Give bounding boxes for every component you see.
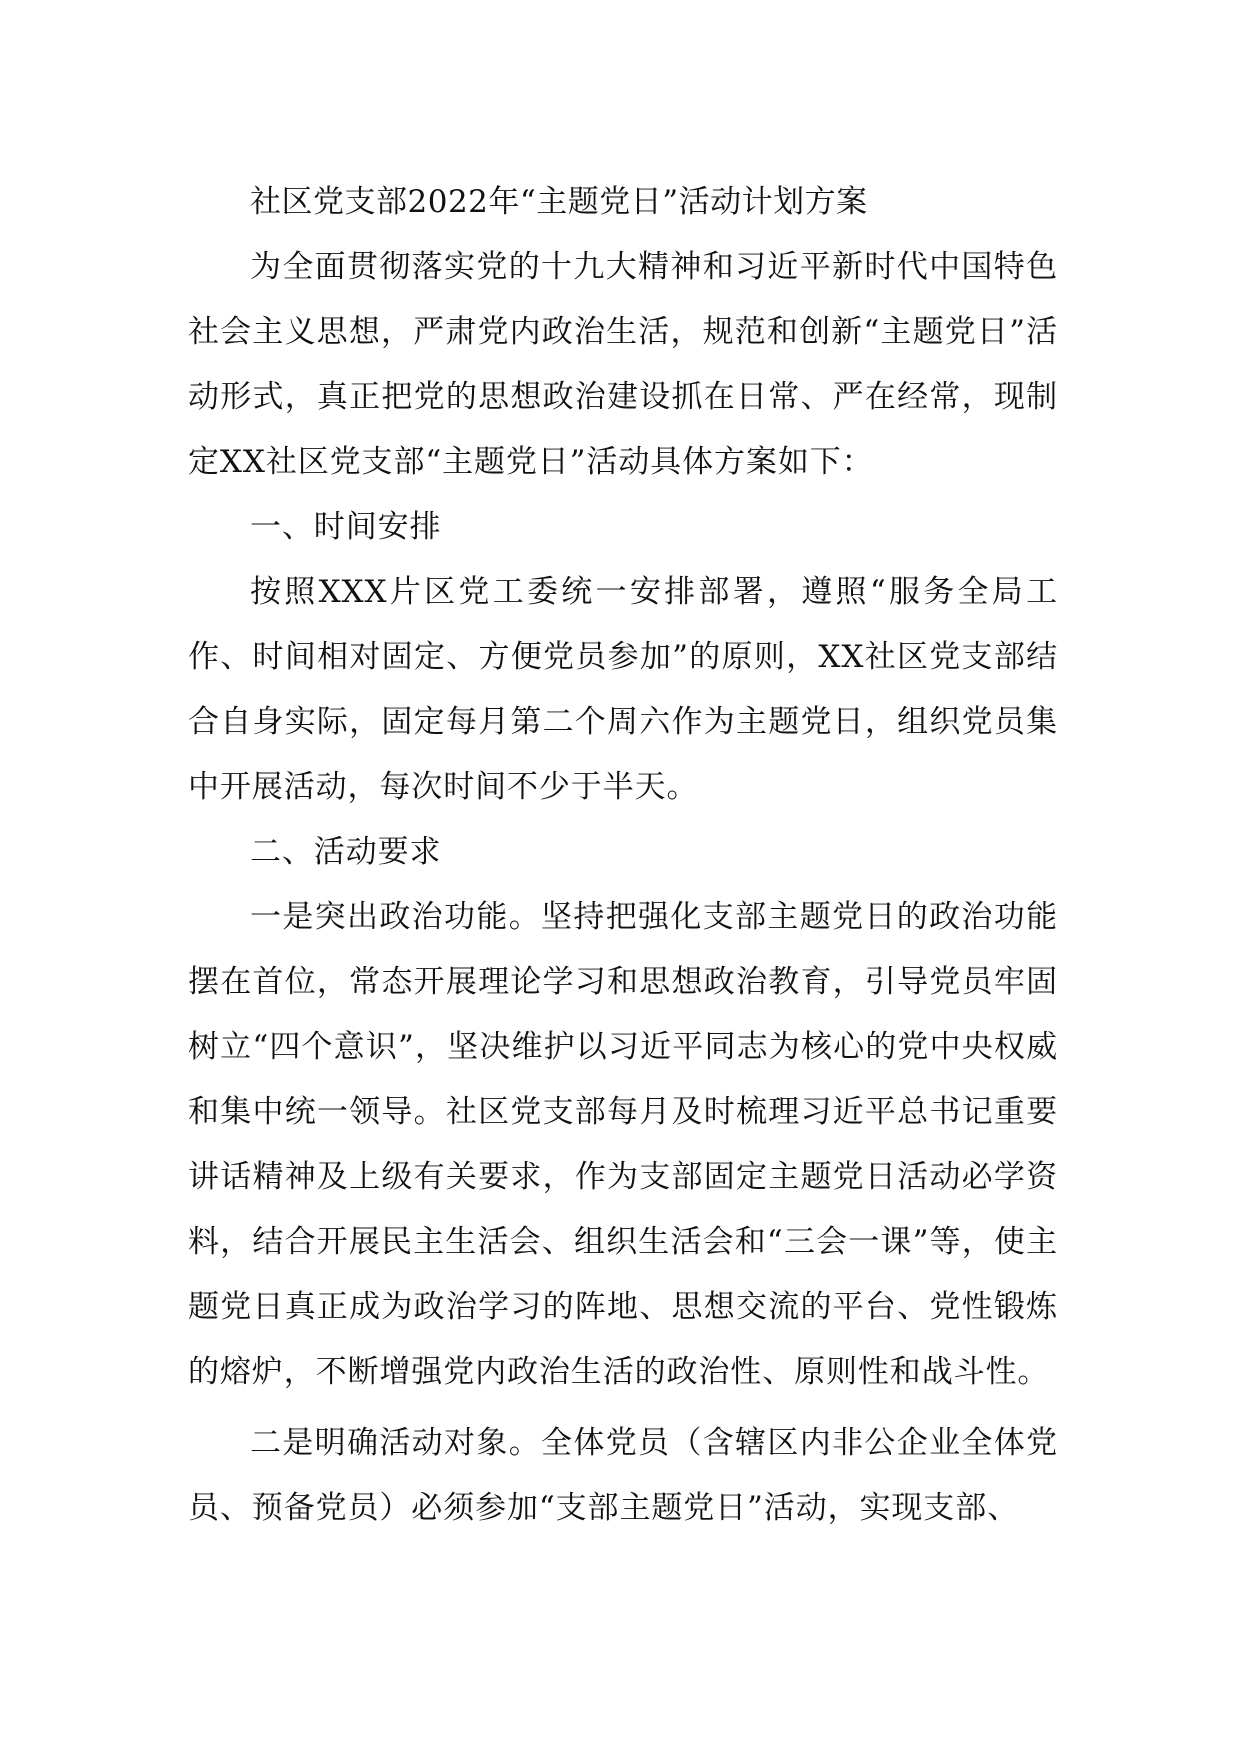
document-title: 社区党支部2022年“主题党日”活动计划方案 bbox=[250, 184, 868, 220]
document-page bbox=[188, 170, 1058, 1541]
section-heading-requirements: 二、活动要求 bbox=[250, 834, 442, 870]
requirement-political-function-paragraph: 一是突出政治功能。坚持把强化支部主题党日的政治功能摆在首位，常态开展理论学习和思想政治教育，引导党员牢固树立“四个意识”，坚决维护以习近平同志为核心的党中央权威和集中统一领导。社区党支部每月及时梳理习近平总书记重要讲话精神及上级有关要求，作为支部固定主题党日活动必学资料，结合开展民主生活会、组织生活会和“三会一课”等，使主题党日真正成为政治学习的阵地、思想交流的平台、党性锻炼的熔炉，不断增强党内政治生活的政治性、原则性和战斗性。 bbox=[188, 899, 1058, 1390]
requirement-activity-target-paragraph: 二是明确活动对象。全体党员（含辖区内非公企业全体党员、预备党员）必须参加“支部主题党日”活动，实现支部、 bbox=[188, 1425, 1058, 1526]
time-arrangement-paragraph: 按照XXX片区党工委统一安排部署，遵照“服务全局工作、时间相对固定、方便党员参加”的原则，XX社区党支部结合自身实际，固定每月第二个周六作为主题党日，组织党员集中开展活动，每次时间不少于半天。 bbox=[188, 574, 1058, 805]
section-heading-time: 一、时间安排 bbox=[250, 509, 442, 545]
intro-paragraph: 为全面贯彻落实党的十九大精神和习近平新时代中国特色社会主义思想，严肃党内政治生活，规范和创新“主题党日”活动形式，真正把党的思想政治建设抓在日常、严在经常，现制定XX社区党支部“主题党日”活动具体方案如下： bbox=[188, 249, 1058, 480]
